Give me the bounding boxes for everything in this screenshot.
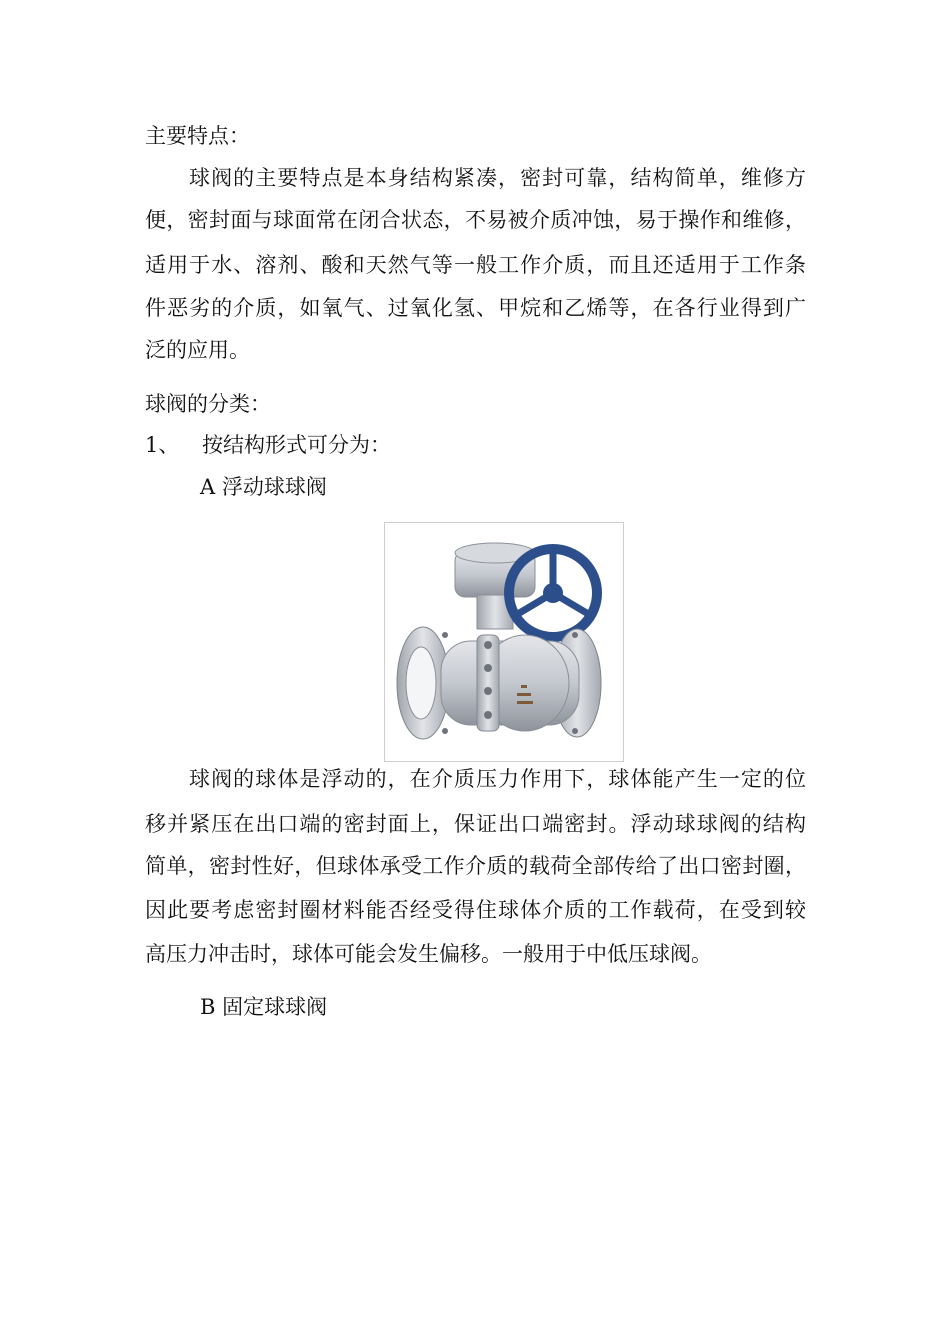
features-line-3: 适用于水、溶剂、酸和天然气等一般工作介质，而且还适用于工作条	[145, 253, 808, 277]
features-line-4: 件恶劣的介质，如氧气、过氧化氢、甲烷和乙烯等，在各行业得到广	[145, 296, 808, 320]
features-line-2: 便，密封面与球面常在闭合状态，不易被介质冲蚀，易于操作和维修，	[145, 208, 807, 232]
features-line-1: 球阀的主要特点是本身结构紧凑，密封可靠，结构简单，维修方	[189, 166, 808, 190]
subheading-fixed-ball-valve: B 固定球球阀	[200, 995, 328, 1019]
valve-image	[384, 522, 624, 762]
list-item-number: 1、	[145, 433, 180, 457]
features-heading: 主要特点：	[145, 124, 250, 148]
classification-heading: 球阀的分类：	[145, 392, 271, 416]
list-item-text: 按结构形式可分为：	[202, 433, 391, 457]
ball-valve-illustration	[385, 523, 623, 761]
floating-line-4: 因此要考虑密封圈材料能否经受得住球体介质的工作载荷，在受到较	[145, 898, 808, 922]
subheading-floating-ball-valve: A 浮动球球阀	[200, 475, 327, 499]
floating-line-3: 简单，密封性好，但球体承受工作介质的载荷全部传给了出口密封圈，	[145, 854, 807, 878]
floating-line-5: 高压力冲击时，球体可能会发生偏移。一般用于中低压球阀。	[145, 942, 712, 966]
floating-line-1: 球阀的球体是浮动的，在介质压力作用下，球体能产生一定的位	[189, 767, 808, 791]
floating-line-2: 移并紧压在出口端的密封面上，保证出口端密封。浮动球球阀的结构	[145, 812, 808, 836]
features-line-5: 泛的应用。	[145, 338, 250, 362]
